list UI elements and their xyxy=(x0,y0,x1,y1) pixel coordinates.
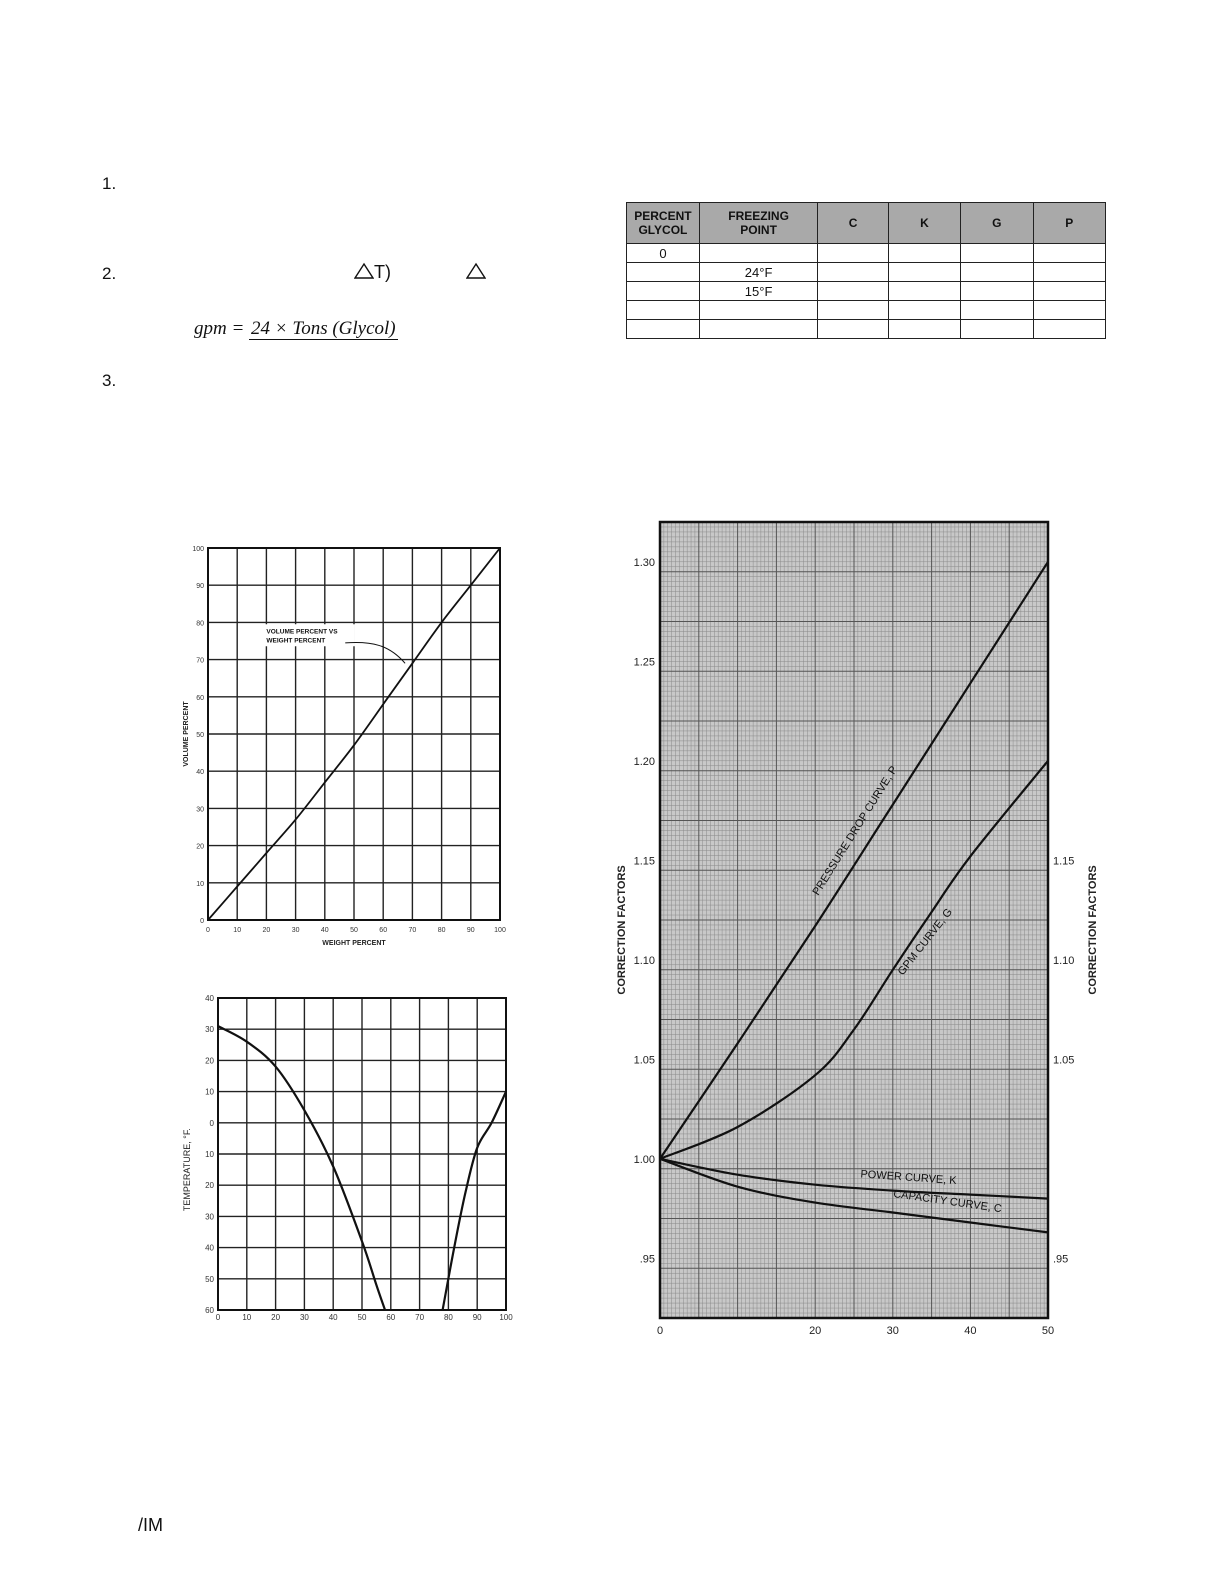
col-header-k: K xyxy=(888,203,960,244)
delta-t-fragment: T) xyxy=(354,262,391,283)
x-axis-label: WEIGHT PERCENT xyxy=(322,940,386,947)
y-tick-label: 40 xyxy=(196,769,204,777)
table-row xyxy=(627,320,1106,339)
x-tick-label: 30 xyxy=(299,1313,309,1322)
formula-numerator: 24 × Tons (Glycol) xyxy=(251,318,396,339)
data-point xyxy=(353,744,355,746)
col-header-p: P xyxy=(1033,203,1105,244)
freezing-point-chart xyxy=(170,990,530,1330)
x-tick-label: 80 xyxy=(437,927,446,934)
curve-label-capacity: CAPACITY CURVE, C xyxy=(892,1188,1003,1216)
y-tick-label: 0 xyxy=(200,918,204,925)
x-tick-label: 0 xyxy=(215,1313,221,1322)
y-tick-label-left: 1.10 xyxy=(633,954,655,967)
data-point xyxy=(266,852,268,854)
x-tick-label: 20 xyxy=(271,1313,281,1322)
x-tick-label: 80 xyxy=(443,1313,453,1322)
data-point xyxy=(441,622,443,624)
table-row xyxy=(627,301,1106,320)
x-tick-label: 100 xyxy=(499,1313,513,1322)
y-tick-label-left: 1.05 xyxy=(633,1054,655,1067)
y-tick-label: 50 xyxy=(205,1274,214,1284)
x-tick-label: 30 xyxy=(291,927,300,934)
col-header-freezing-point: FREEZING POINT xyxy=(699,203,817,244)
y-tick-label: 0 xyxy=(209,1118,214,1128)
y-tick-label: 30 xyxy=(205,1212,214,1222)
list-number-2: 2. xyxy=(102,264,117,283)
y-tick-label: 40 xyxy=(205,994,214,1003)
y-tick-label: 60 xyxy=(196,694,204,702)
volume-vs-weight-chart xyxy=(170,540,530,950)
annotation-text: VOLUME PERCENT VS xyxy=(266,628,338,636)
data-point xyxy=(295,819,297,821)
series-line-freezing-left xyxy=(218,1026,385,1310)
y-tick-label: 30 xyxy=(196,806,204,814)
data-point xyxy=(412,663,414,665)
y-tick-label-left: 1.30 xyxy=(633,556,655,569)
x-tick-label: 90 xyxy=(472,1313,482,1322)
y-tick-label: 60 xyxy=(205,1306,214,1315)
y-tick-label: 10 xyxy=(205,1150,214,1159)
y-tick-label: 70 xyxy=(196,657,204,665)
x-tick-label: 70 xyxy=(408,927,417,934)
x-tick-label: 20 xyxy=(262,927,271,934)
glycol-correction-table xyxy=(626,202,1106,339)
y-tick-label: 80 xyxy=(196,620,204,628)
data-point xyxy=(207,919,209,921)
y-tick-label: 10 xyxy=(196,880,204,888)
delta-icon xyxy=(354,262,374,280)
x-tick-label: 60 xyxy=(379,927,388,934)
y-tick-label-left: 1.00 xyxy=(633,1153,655,1166)
gpm-formula xyxy=(194,318,398,340)
x-tick-label: 20 xyxy=(809,1325,822,1337)
y-axis-label-left: CORRECTION FACTORS xyxy=(616,865,628,995)
x-tick-label: 40 xyxy=(328,1313,338,1322)
data-point xyxy=(499,547,501,549)
y-tick-label-left: .95 xyxy=(639,1253,655,1266)
data-point xyxy=(470,584,472,586)
formula-lhs: gpm = xyxy=(194,318,245,339)
y-tick-label: 20 xyxy=(196,843,204,851)
data-point xyxy=(382,703,384,705)
curve-label-gpm: GPM CURVE, G xyxy=(895,906,956,978)
y-axis-label-right: CORRECTION FACTORS xyxy=(1087,865,1099,995)
x-tick-label: 50 xyxy=(1041,1325,1055,1337)
table-row: 15°F xyxy=(627,282,1106,301)
x-tick-label: 0 xyxy=(656,1325,664,1337)
x-tick-label: 30 xyxy=(886,1325,899,1337)
x-tick-label: 50 xyxy=(350,927,358,934)
list-number-1: 1. xyxy=(102,174,117,193)
table-row: 0 xyxy=(627,244,1106,263)
col-header-c: C xyxy=(818,203,888,244)
data-point xyxy=(236,886,238,888)
y-tick-label: 100 xyxy=(192,546,204,553)
x-tick-label: 70 xyxy=(415,1313,425,1322)
y-tick-label-right: .95 xyxy=(1053,1253,1069,1266)
table-header-row xyxy=(627,203,1106,244)
table-row: 24°F xyxy=(627,263,1106,282)
footer-text: /IM xyxy=(138,1515,163,1535)
x-tick-label: 0 xyxy=(206,927,210,934)
series-line-freezing-right xyxy=(443,1092,506,1310)
col-header-g: G xyxy=(961,203,1033,244)
col-header-percent-glycol: PERCENT GLYCOL xyxy=(627,203,700,244)
x-tick-label: 10 xyxy=(242,1313,252,1322)
data-point xyxy=(324,782,326,784)
x-tick-label: 40 xyxy=(320,927,329,934)
correction-factors-chart xyxy=(600,510,1120,1340)
y-tick-label: 90 xyxy=(196,583,204,591)
list-number-3: 3. xyxy=(102,371,117,390)
annotation-text: WEIGHT PERCENT xyxy=(266,637,326,645)
y-tick-label-right: 1.10 xyxy=(1053,954,1075,967)
delta-icon-standalone xyxy=(466,262,486,285)
y-tick-label-left: 1.15 xyxy=(633,855,655,868)
x-tick-label: 100 xyxy=(494,927,506,934)
y-axis-label: VOLUME PERCENT xyxy=(183,701,190,767)
x-tick-label: 50 xyxy=(357,1313,367,1322)
x-tick-label: 60 xyxy=(386,1313,396,1322)
x-tick-label: 90 xyxy=(466,927,475,934)
y-tick-label-left: 1.25 xyxy=(633,656,655,669)
y-tick-label: 40 xyxy=(205,1243,214,1253)
y-tick-label: 20 xyxy=(205,1056,214,1066)
y-axis-label: TEMPERATURE, °F. xyxy=(182,1128,192,1212)
y-tick-label-left: 1.20 xyxy=(633,755,655,768)
y-tick-label: 50 xyxy=(196,732,204,739)
curve-label-pressure-drop: PRESSURE DROP CURVE, P xyxy=(810,764,901,898)
y-tick-label-right: 1.15 xyxy=(1053,855,1075,868)
x-tick-label: 10 xyxy=(233,927,242,934)
y-tick-label: 20 xyxy=(205,1181,214,1191)
x-tick-label: 40 xyxy=(964,1325,977,1337)
y-tick-label: 30 xyxy=(205,1025,214,1035)
y-tick-label: 10 xyxy=(205,1087,214,1097)
curve-label-power: POWER CURVE, K xyxy=(860,1168,958,1188)
y-tick-label-right: 1.05 xyxy=(1053,1054,1075,1067)
